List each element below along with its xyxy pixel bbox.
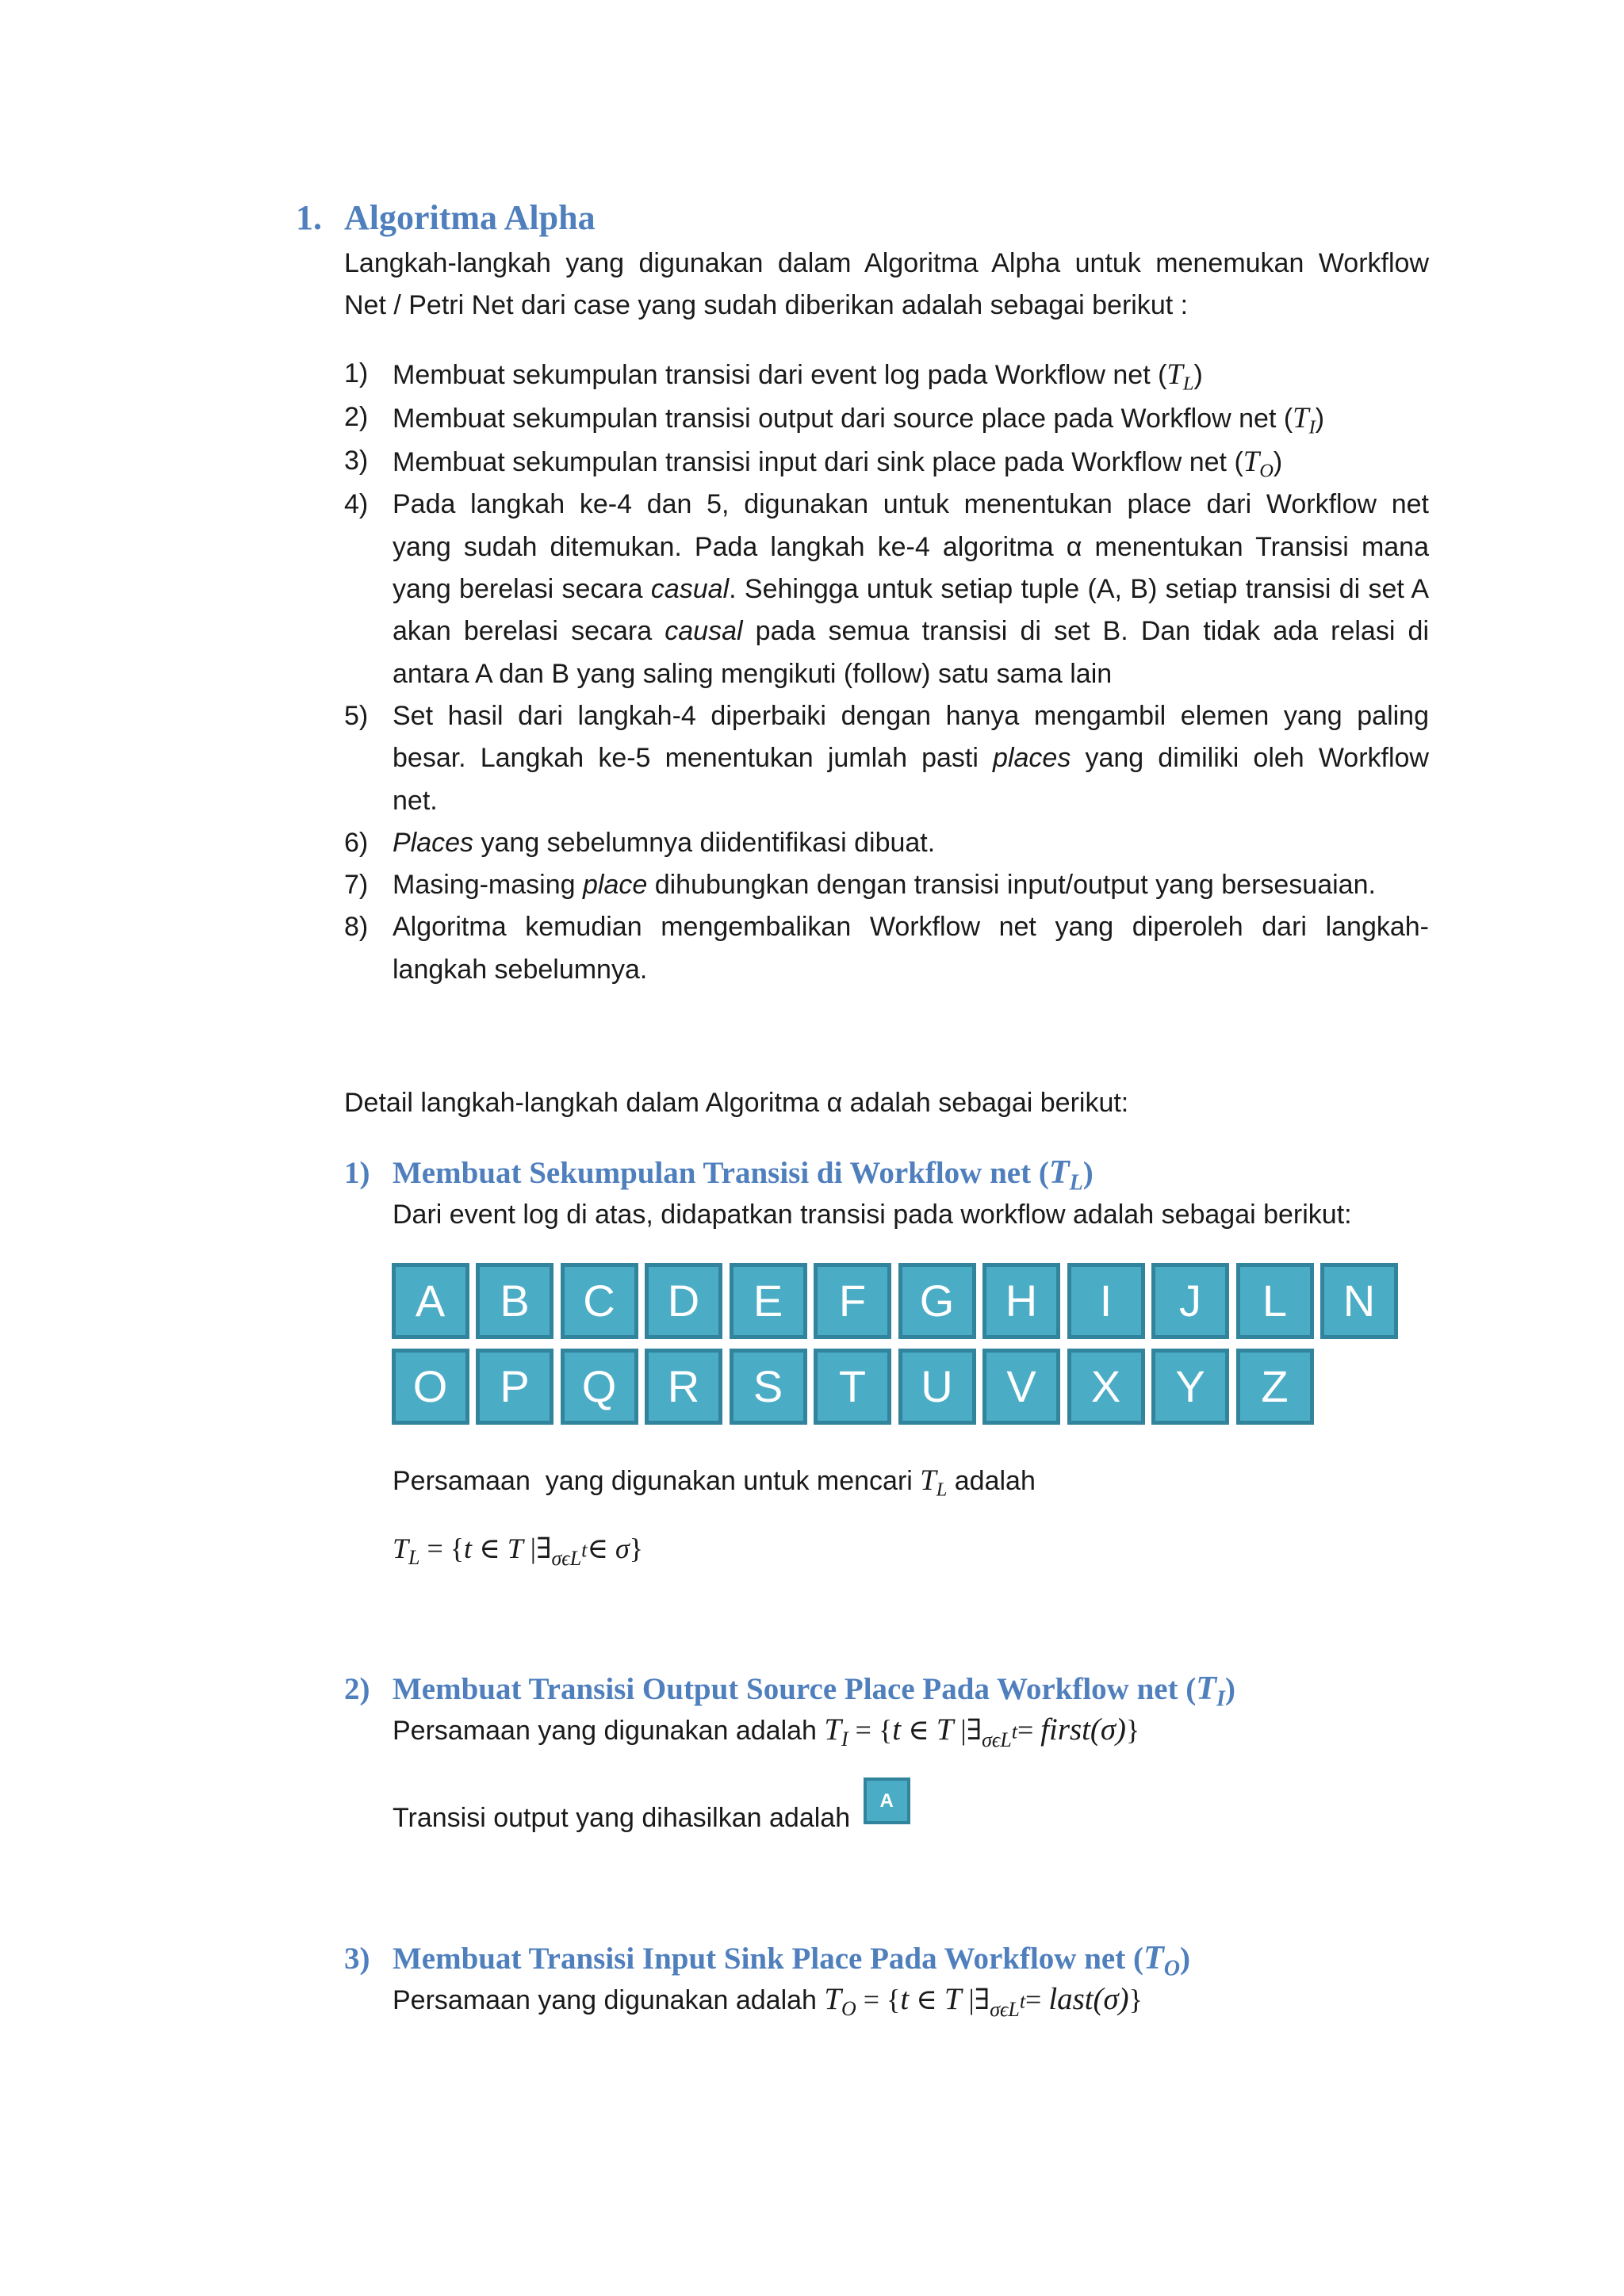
transition-box: I xyxy=(1067,1263,1145,1339)
equation-intro-text: Persamaan yang digunakan untuk mencari xyxy=(393,1466,921,1497)
math-operator: ∈ xyxy=(587,1533,615,1564)
transition-box: L xyxy=(1236,1263,1314,1339)
step-line xyxy=(393,906,1429,948)
transition-row xyxy=(392,1263,1399,1339)
transition-box: E xyxy=(730,1263,807,1339)
list-item xyxy=(344,822,1429,864)
math-operator: ∈ xyxy=(472,1533,508,1564)
math-operator: = xyxy=(1017,1713,1041,1746)
math-variable: t xyxy=(1011,1720,1017,1743)
step-number: 3) xyxy=(344,446,369,476)
math-symbol: T xyxy=(1243,445,1260,478)
math-subscript: L xyxy=(936,1479,948,1501)
equation-intro xyxy=(393,1459,1036,1501)
math-variable: t xyxy=(464,1533,473,1564)
intro-line: Net / Petri Net dari case yang sudah diberikan adalah sebagai berikut : xyxy=(344,290,1189,321)
math-subscript: σϵL xyxy=(990,1997,1020,2021)
math-subscript: I xyxy=(1216,1686,1225,1712)
step-number: 2) xyxy=(344,401,369,432)
math-variable: T xyxy=(944,1981,962,2016)
transition-box: D xyxy=(645,1263,722,1339)
section-text: Dari event log di atas, didapatkan transisi pada workflow adalah sebagai berikut: xyxy=(393,1199,1352,1230)
step-text-segment: Membuat sekumpulan transisi dari event log pada Workflow net ( xyxy=(393,359,1167,390)
transition-row xyxy=(392,1349,1314,1425)
transition-box: X xyxy=(1067,1349,1145,1425)
step-line xyxy=(393,484,1429,526)
step-text-segment: Set hasil dari langkah-4 diperbaiki dengan hanya mengambil elemen yang paling xyxy=(393,700,1429,731)
formula-ti xyxy=(824,1712,1140,1751)
transition-box: O xyxy=(392,1349,469,1425)
math-operator: = xyxy=(1025,1983,1049,2015)
transition-box: Q xyxy=(561,1349,638,1425)
italic-term: causal xyxy=(665,616,743,647)
step-text-segment: Masing-masing xyxy=(393,870,583,901)
step-number: 1) xyxy=(344,358,369,388)
detail-intro: Detail langkah-langkah dalam Algoritma α adalah sebagai berikut: xyxy=(344,1088,1129,1118)
italic-term: casual xyxy=(650,574,730,605)
step-text xyxy=(393,695,1429,822)
list-item xyxy=(344,695,1429,822)
transition-box: B xyxy=(476,1263,553,1339)
list-item xyxy=(344,484,1429,695)
italic-term: Places xyxy=(393,827,474,858)
step-line xyxy=(393,568,1429,610)
transition-box: T xyxy=(814,1349,891,1425)
subsection-title-close: ) xyxy=(1224,1672,1235,1706)
heading-title: Algoritma Alpha xyxy=(344,198,596,237)
step-number: 8) xyxy=(344,912,369,943)
math-variable: t xyxy=(581,1538,588,1562)
step-text-segment: yang sudah ditemukan. Pada langkah ke-4 algoritma α menentukan Transisi mana xyxy=(393,531,1429,562)
formula-tl xyxy=(393,1528,643,1570)
step-line xyxy=(393,737,1429,779)
math-symbol: T xyxy=(1166,357,1183,390)
math-symbol: T xyxy=(824,1712,842,1747)
intro-line: Langkah-langkah yang digunakan dalam Algoritma Alpha untuk menemukan Workflow xyxy=(344,248,1429,278)
step-line xyxy=(393,780,1429,822)
math-subscript: L xyxy=(408,1545,420,1569)
math-subscript: I xyxy=(841,1727,848,1751)
subsection-heading xyxy=(344,1937,1190,1979)
step-text-segment: pada semua transisi di set B. Dan tidak ada relasi di xyxy=(742,616,1429,647)
step-number: 7) xyxy=(344,870,369,901)
transition-box: N xyxy=(1320,1263,1398,1339)
result-label: Transisi output yang dihasilkan adalah xyxy=(393,1803,851,1834)
step-text-segment: ) xyxy=(1273,447,1283,478)
equation-intro-text: adalah xyxy=(947,1466,1036,1497)
math-operator: } xyxy=(1128,1983,1143,2015)
math-operator: |∃ xyxy=(523,1533,552,1564)
math-subscript: L xyxy=(1069,1170,1083,1196)
step-line xyxy=(393,610,1429,652)
step-text-segment: besar. Langkah ke-5 menentukan jumlah pasti xyxy=(393,743,994,774)
subsection-number: 2) xyxy=(344,1672,370,1706)
step-text-segment: dihubungkan dengan transisi input/output yang bersesuaian. xyxy=(647,870,1376,901)
math-operator: } xyxy=(629,1533,644,1564)
transition-box: H xyxy=(982,1263,1060,1339)
step-text-segment: ) xyxy=(1193,359,1203,390)
list-item xyxy=(344,864,1429,906)
math-operator: = { xyxy=(856,1983,901,2015)
subsection-title: Membuat Sekumpulan Transisi di Workflow net ( xyxy=(393,1156,1049,1190)
step-text-segment: akan berelasi secara xyxy=(393,616,665,647)
equation-label: Persamaan yang digunakan adalah xyxy=(393,1984,825,2015)
step-number: 6) xyxy=(344,827,369,858)
math-operator: } xyxy=(1125,1713,1140,1746)
intro-paragraph xyxy=(344,243,1429,327)
section-heading xyxy=(296,195,596,241)
equation-line xyxy=(393,1978,1143,2020)
transition-box: S xyxy=(730,1349,807,1425)
step-text-segment: Algoritma kemudian mengembalikan Workflow net yang diperoleh dari langkah- xyxy=(393,912,1429,943)
transition-box: G xyxy=(898,1263,976,1339)
math-subscript: L xyxy=(1182,372,1194,394)
math-symbol: T xyxy=(824,1981,842,2016)
math-subscript: O xyxy=(841,1996,856,2020)
step-text-segment: ) xyxy=(1315,403,1325,434)
step-number: 5) xyxy=(344,700,369,731)
step-text-segment: yang dimiliki oleh Workflow xyxy=(1071,743,1429,774)
list-item xyxy=(344,440,1429,484)
heading-number: 1. xyxy=(296,198,322,237)
step-text xyxy=(393,396,1429,440)
math-symbol: T xyxy=(1293,400,1309,434)
transition-box: R xyxy=(645,1349,722,1425)
step-text-segment: antara A dan B yang saling mengikuti (follow) satu sama lain xyxy=(393,658,1113,689)
transition-box: P xyxy=(476,1349,553,1425)
math-subscript: O xyxy=(1163,1956,1180,1981)
equation-label: Persamaan yang digunakan adalah xyxy=(393,1715,825,1746)
math-operator: ∈ xyxy=(909,1983,944,2015)
math-subscript: O xyxy=(1259,460,1274,482)
subsection-title: Membuat Transisi Output Source Place Pada Workflow net ( xyxy=(393,1672,1197,1706)
step-text xyxy=(393,484,1429,695)
math-operator: = { xyxy=(419,1533,465,1564)
math-variable: t xyxy=(1019,1989,1026,2013)
math-subscript: σϵL xyxy=(982,1728,1012,1751)
step-line xyxy=(393,653,1429,695)
step-text-segment: Membuat sekumpulan transisi input dari sink place pada Workflow net ( xyxy=(393,447,1243,478)
step-text-segment: Membuat sekumpulan transisi output dari source place pada Workflow net ( xyxy=(393,403,1293,434)
transition-box: Z xyxy=(1236,1349,1314,1425)
step-text-segment: yang sebelumnya diidentifikasi dibuat. xyxy=(473,827,936,858)
math-variable: t xyxy=(900,1981,910,2016)
transition-box: V xyxy=(982,1349,1060,1425)
math-symbol: T xyxy=(393,1533,409,1564)
step-text xyxy=(393,864,1429,906)
subsection-heading xyxy=(344,1667,1235,1712)
step-text-segment: Pada langkah ke-4 dan 5, digunakan untuk menentukan place dari Workflow net xyxy=(393,489,1429,520)
step-text xyxy=(393,440,1429,484)
step-text-segment: yang berelasi secara xyxy=(393,574,651,605)
equation-line xyxy=(393,1709,1139,1751)
math-symbol: T xyxy=(1143,1939,1164,1976)
math-symbol: T xyxy=(1048,1154,1070,1191)
math-variable: T xyxy=(507,1533,523,1564)
math-operator: |∃ xyxy=(953,1713,982,1746)
step-number: 4) xyxy=(344,489,369,520)
math-expression: last(σ) xyxy=(1048,1981,1129,2016)
list-item xyxy=(344,353,1429,396)
step-line xyxy=(393,526,1429,568)
subsection-title-close: ) xyxy=(1082,1156,1094,1190)
step-text xyxy=(393,906,1429,991)
transition-box: Y xyxy=(1151,1349,1229,1425)
transition-box: J xyxy=(1151,1263,1229,1339)
step-line xyxy=(393,949,1429,991)
math-symbol: T xyxy=(1196,1670,1217,1707)
math-operator: = { xyxy=(848,1713,893,1746)
list-item xyxy=(344,906,1429,991)
math-variable: t xyxy=(892,1712,902,1747)
math-subscript: σϵL xyxy=(551,1547,582,1571)
subsection-number: 3) xyxy=(344,1942,370,1976)
step-text-segment: net. xyxy=(393,785,438,816)
step-text xyxy=(393,353,1429,396)
step-text-segment: langkah sebelumnya. xyxy=(393,954,648,985)
step-text xyxy=(393,822,1429,864)
transition-box: C xyxy=(561,1263,638,1339)
step-text-segment: . Sehingga untuk setiap tuple (A, B) setiap transisi di set A xyxy=(729,574,1429,605)
step-line xyxy=(393,695,1429,737)
step-list xyxy=(344,353,1429,991)
math-variable: σ xyxy=(615,1533,630,1564)
transition-box: F xyxy=(814,1263,891,1339)
subsection-title: Membuat Transisi Input Sink Place Pada Workflow net ( xyxy=(393,1942,1143,1976)
math-operator: |∃ xyxy=(961,1983,990,2015)
italic-term: places xyxy=(993,743,1071,774)
transition-box: U xyxy=(898,1349,976,1425)
list-item xyxy=(344,396,1429,440)
subsection-title-close: ) xyxy=(1179,1942,1190,1976)
transition-box: A xyxy=(864,1777,910,1824)
math-variable: T xyxy=(936,1712,954,1747)
italic-term: place xyxy=(582,870,648,901)
math-operator: ∈ xyxy=(901,1713,936,1746)
math-symbol: T xyxy=(920,1464,936,1497)
subsection-number: 1) xyxy=(344,1156,370,1190)
transition-box: A xyxy=(392,1263,469,1339)
math-subscript: I xyxy=(1308,416,1316,438)
formula-to xyxy=(824,1981,1143,2021)
math-expression: first(σ) xyxy=(1040,1712,1126,1747)
subsection-heading xyxy=(344,1151,1094,1196)
